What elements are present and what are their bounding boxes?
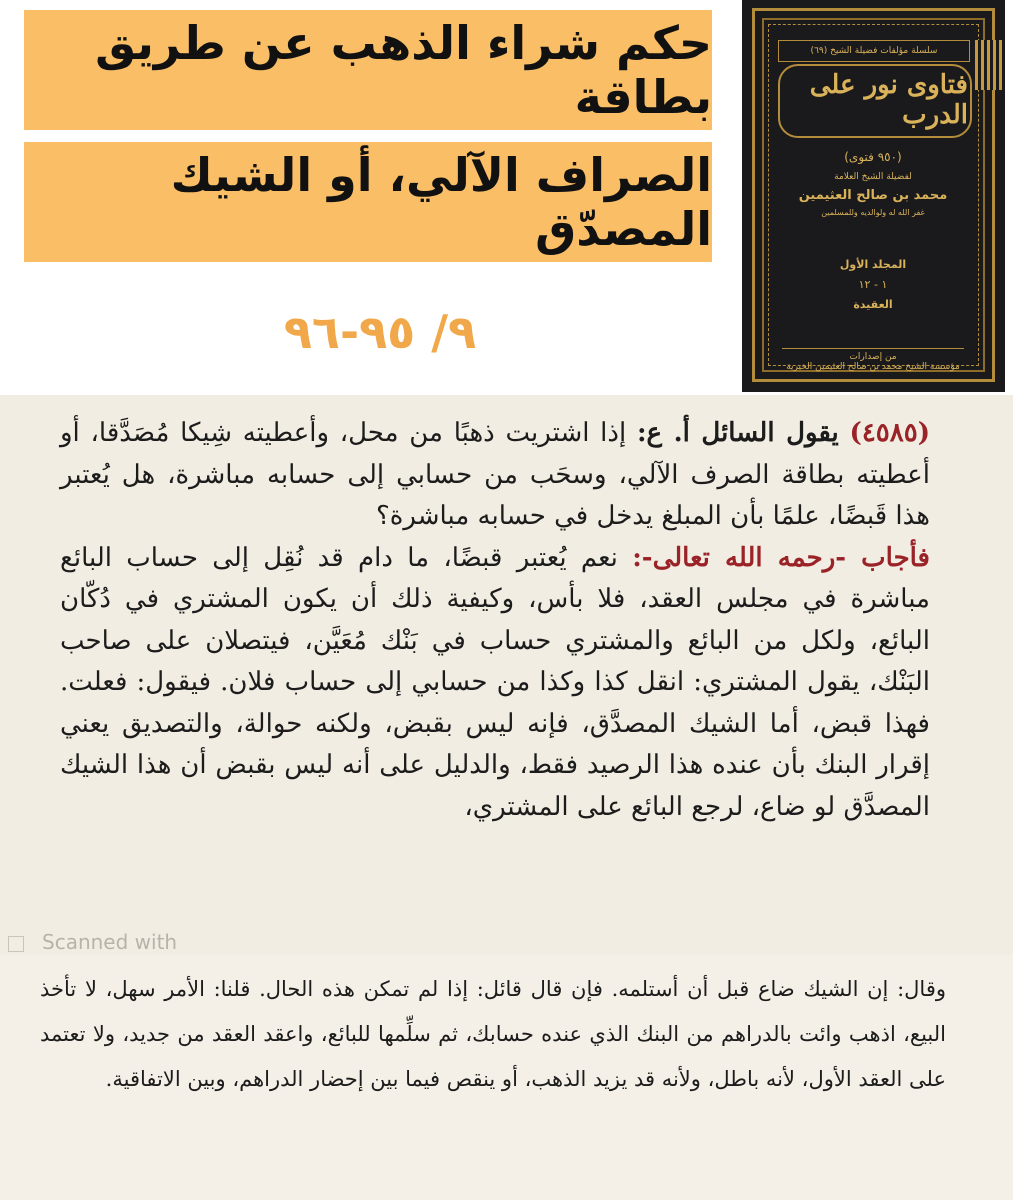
cover-author-prefix: لفضيلة الشيخ العلامة <box>834 172 912 182</box>
scanned-page-2 <box>0 955 1013 1200</box>
cover-series-band: سلسلة مؤلفات فضيلة الشيخ (٦٩) <box>778 40 970 62</box>
title-line-1: حكم شراء الذهب عن طريق بطاقة <box>95 16 712 124</box>
watermark-text: Scanned with <box>42 930 178 954</box>
answer-paragraph <box>60 538 930 829</box>
fatwa-text <box>60 413 930 828</box>
watermark-box-icon <box>8 936 24 952</box>
cover-fatwa-count: (٩٥٠ فتوى) <box>844 150 902 164</box>
answer-text: نعم يُعتبر قبضًا، ما دام قد نُقِل إلى حساب البائع مباشرة في مجلس العقد، فلا بأس، وكيفية ذلك أن يكون المشتري في دُكّان البائع، ولكل من البائع والمشتري حساب في بَنْك مُعَيَّن، فيتصلان على صاحب البَنْك، يقول المشتري: انقل كذا وكذا من حسابي إلى حساب فلان. فيقول: فعلت. فهذا قبض، أما الشيك المصدَّق، فإنه ليس بقبض، ولكنه حوالة، والتصديق يعني إقرار البنك بأن عنده هذا الرصيد فقط، والدليل على أنه ليس بقبض أن هذا الشيك المصدَّق لو ضاع، لرجع البائع على المشتري، <box>60 542 930 822</box>
cover-volume-range: ١ - ١٢ <box>858 278 888 291</box>
answer-label: فأجاب -رحمه الله تعالى-: <box>632 542 930 573</box>
cover-author-suffix: غفر الله له ولوالديه وللمسلمين <box>821 208 925 217</box>
volume-page-reference: ٩/ ٩٥-٩٦ <box>283 305 477 359</box>
cover-author-name: محمد بن صالح العثيمين <box>798 188 948 203</box>
question-text: إذا اشتريت ذهبًا من محل، وأعطيته شِيكا مُصَدَّقا، أو أعطيته بطاقة الصرف الآلي، وسحَب من حسابي إلى حسابه مباشرة، هل يُعتبر هذا قَبضًا، علمًا بأن المبلغ يدخل في حسابه مباشرة؟ <box>60 418 930 531</box>
cover-publisher-line-2: مؤسسة الشيخ محمد بن صالح العثيمين الخيرية <box>786 362 960 372</box>
question-paragraph <box>60 413 930 538</box>
continuation-text: وقال: إن الشيك ضاع قبل أن أستلمه. فإن قال قائل: إذا لم تمكن هذه الحال. قلنا: الأمر سهل، لا تأخذ البيع، اذهب وائت بالدراهم من البنك الذي عنده حسابك، ثم سلِّمها للبائع، واعقد العقد من جديد، ولا تعتمد على العقد الأول، لأنه باطل، ولأنه قد يزيد الذهب، أو ينقص فيما بين إحضار الدراهم، وبين الاتفاقية. <box>40 977 946 1091</box>
scan-watermark <box>8 930 177 954</box>
book-cover-image <box>742 0 1005 392</box>
cover-title: فتاوى نور على الدرب <box>809 70 968 130</box>
cover-publisher <box>782 348 964 375</box>
title-banner-line-1 <box>24 10 712 130</box>
cover-series-stripes <box>975 40 1003 90</box>
cover-volume: المجلد الأول <box>839 258 907 271</box>
cover-publisher-line-1: من إصدارات <box>849 352 897 362</box>
title-banner-line-2 <box>24 142 712 262</box>
cover-volume-subject: العقيدة <box>853 298 893 311</box>
question-number: (٤٥٨٥) <box>849 418 931 448</box>
title-line-2: الصراف الآلي، أو الشيك المصدّق <box>170 148 712 256</box>
scanned-page-1 <box>0 395 1013 955</box>
question-label: يقول السائل أ. ع: <box>636 418 839 448</box>
